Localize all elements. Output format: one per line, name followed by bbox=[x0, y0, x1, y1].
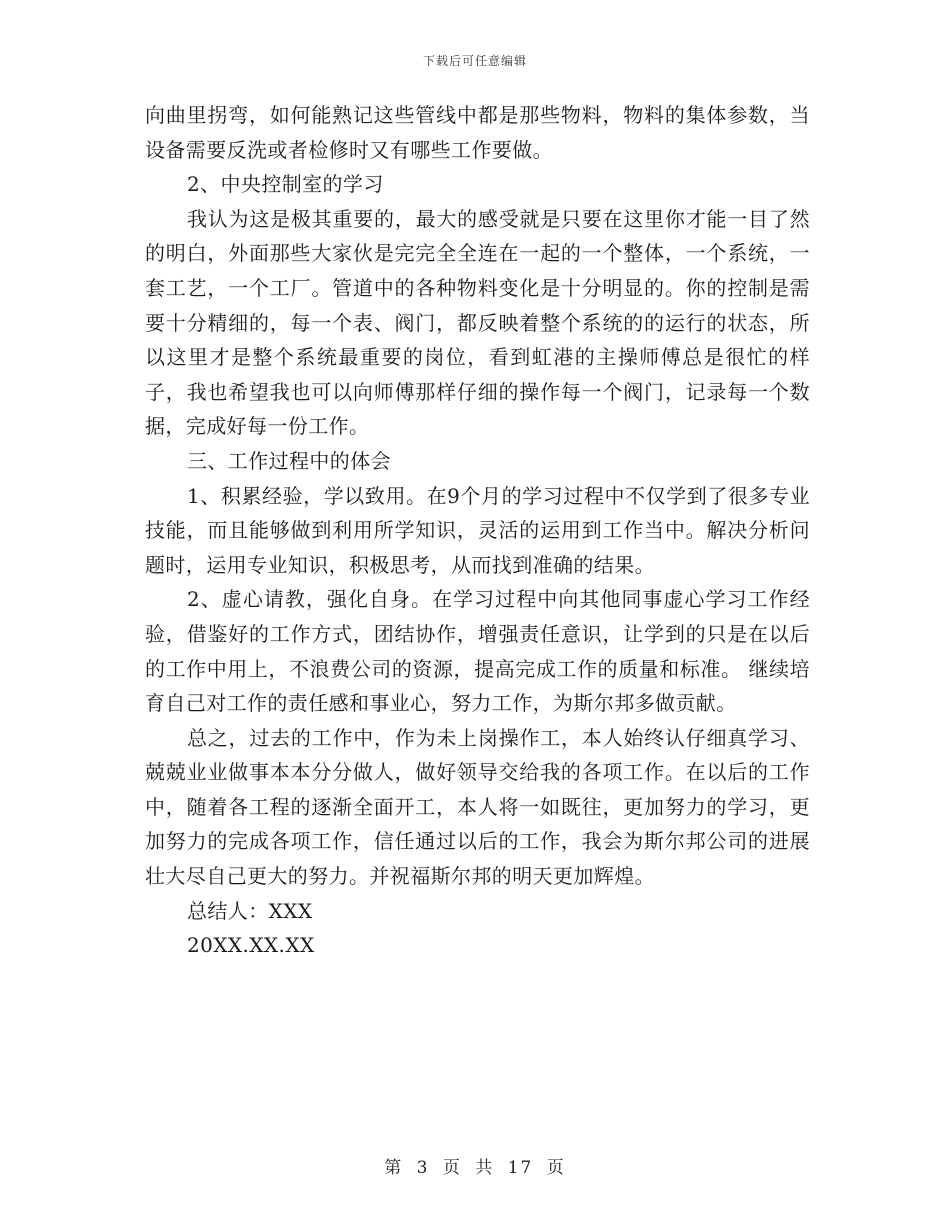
page-header: 下载后可任意编辑 bbox=[422, 54, 527, 68]
paragraph-1: 向曲里拐弯，如何能熟记这些管线中都是那些物料，物料的集体参数，当设备需要反洗或者检修时又有哪些工作要做。 bbox=[145, 103, 810, 162]
paragraph-summary: 总之，过去的工作中，作为未上岗操作工，本人始终认仔细真学习、兢兢业业做事本本分分做人，做好领导交给我的各项工作。在以后的工作中，随着各工程的逐渐全面开工，本人将一如既往，更加努力的学习，更加努力的完成各项工作，信任通过以后的工作，我会为斯尔邦公司的进展壮大尽自己更大的努力。并祝福斯尔邦的明天更加辉煌。 bbox=[145, 725, 810, 889]
section-heading-experience: 三、工作过程中的体会 bbox=[187, 448, 391, 473]
section-heading-control-room: 2、中央控制室的学习 bbox=[187, 172, 384, 197]
document-body bbox=[145, 98, 810, 963]
date-line: 20XX.XX.XX bbox=[187, 933, 315, 958]
author-line: 总结人：XXX bbox=[187, 898, 313, 923]
paragraph-experience-1: 1、积累经验，学以致用。在9个月的学习过程中不仅学到了很多专业技能，而且能够做到利用所学知识，灵活的运用到工作当中。解决分析问题时，运用专业知识，积极思考，从而找到准确的结果。 bbox=[145, 483, 810, 577]
paragraph-experience-2: 2、虚心请教，强化自身。在学习过程中向其他同事虚心学习工作经验，借鉴好的工作方式，团结协作，增强责任意识，让学到的只是在以后的工作中用上，不浪费公司的资源，提高完成工作的质量和标准。 继续培育自己对工作的责任感和事业心，努力工作，为斯尔邦多做贡献。 bbox=[145, 587, 810, 716]
paragraph-control-room: 我认为这是极其重要的，最大的感受就是只要在这里你才能一目了然的明白，外面那些大家伙是完完全全连在一起的一个整体，一个系统，一套工艺，一个工厂。管道中的各种物料变化是十分明显的。你的控制是需要十分精细的，每一个表、阀门，都反映着整个系统的的运行的状态，所以这里才是整个系统最重要的岗位，看到虹港的主操师傅总是很忙的样子，我也希望我也可以向师傅那样仔细的操作每一个阀门，记录每一个数据，完成好每一份工作。 bbox=[145, 206, 810, 439]
page-number-footer: 第 3 页 共 17 页 bbox=[384, 1158, 566, 1178]
